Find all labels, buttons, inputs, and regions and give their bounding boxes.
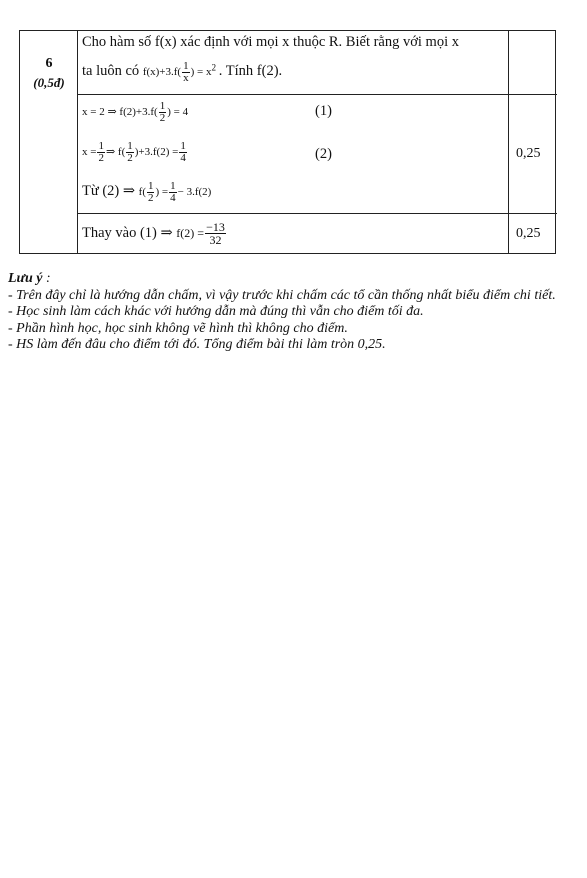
note-item: - Phần hình học, học sinh không vẽ hình thì không cho điểm. (8, 320, 348, 336)
table-divider (77, 94, 557, 95)
score-cell-2: 0,25 (516, 226, 541, 241)
note-item: - Trên đây chỉ là hướng dẫn chấm, vì vậy trước khi chấm các tổ cần thống nhất biểu điểm chi tiết. (8, 287, 556, 303)
notes-heading: Lưu ý : (8, 271, 51, 286)
score-cell-1: 0,25 (516, 146, 541, 161)
statement-line-2 (82, 61, 282, 84)
question-number: 6 (45, 56, 53, 71)
given-equation: f(x)+3.f( $\frac{1}{x}$ ) = $x^2$ (142, 60, 217, 84)
note-item: - Học sinh làm cách khác với hướng dẫn mà đúng thì vẫn cho điểm tối đa. (8, 304, 424, 319)
statement-suffix: . Tính f(2). (218, 63, 283, 80)
question-points: (0,5đ) (33, 75, 65, 90)
solution-step-4: Thay vào (1) ⇒ f(2) = $\frac{-13}{32}$ (82, 220, 225, 247)
statement-prefix: ta luôn có (82, 63, 140, 80)
solution-step-2: x = $\frac{1}{2}$ ⇒ f( $\frac{1}{2}$ )+3.f(2) = $\frac{1}{4}$ (82, 140, 186, 164)
table-divider (508, 31, 509, 253)
note-item: - HS làm đến đâu cho điểm tới đó. Tổng điểm bài thi làm tròn 0,25. (8, 337, 386, 352)
statement-line-1: Cho hàm số f(x) xác định với mọi x thuộc R. Biết rằng với mọi x (82, 34, 459, 50)
solution-step-1: x = 2 ⇒ f(2)+3.f( $\frac{1}{2}$ ) = 4 (82, 100, 189, 124)
equation-tag-2: (2) (315, 146, 332, 162)
equation-tag-1: (1) (315, 103, 332, 119)
solution-step-3: Từ (2) ⇒ f( $\frac{1}{2}$ ) = $\frac{1}{4}$ − 3.f(2) (82, 180, 212, 204)
notes-title: Lưu ý (8, 271, 43, 286)
grading-table (19, 30, 556, 254)
notes-section (8, 271, 583, 354)
table-divider (77, 213, 557, 214)
question-number-cell (20, 31, 78, 253)
